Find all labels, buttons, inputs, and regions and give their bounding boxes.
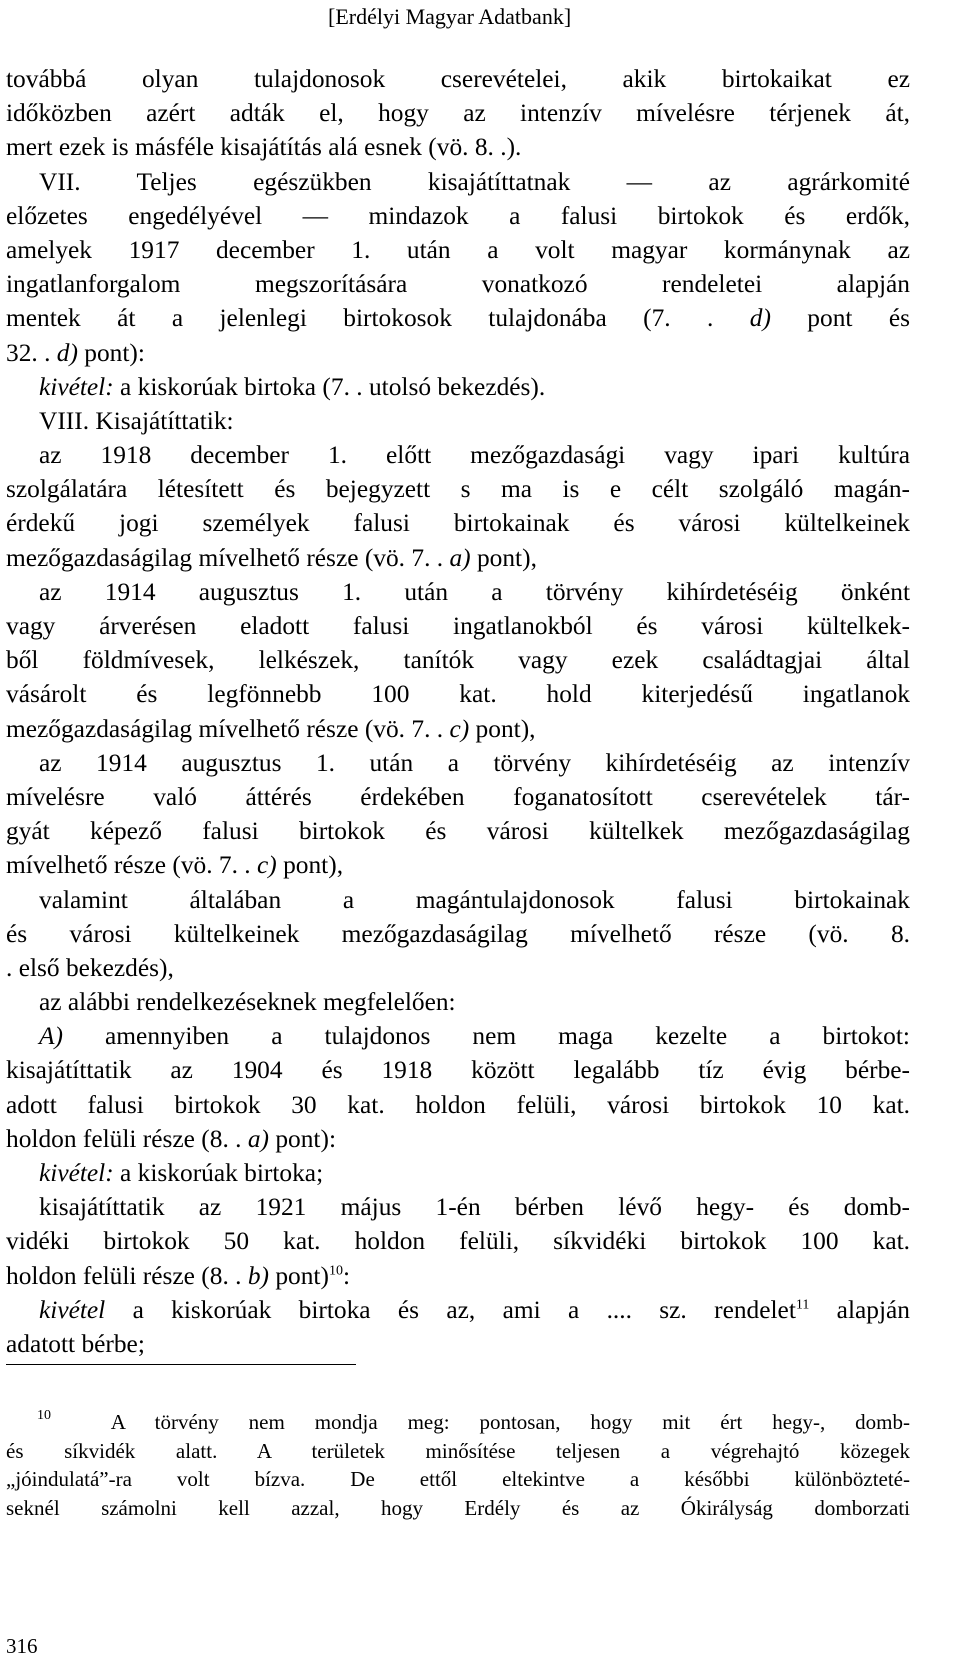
text-segment: valamint általában a magántulajdonosok falusi birtokainak: [39, 885, 910, 914]
text-line: [6, 985, 910, 1019]
text-line: [6, 1408, 910, 1437]
text-segment: mentek át a jelenlegi birtokosok tulajdonába (7. .: [6, 304, 750, 333]
footnote-marker: 10: [37, 1408, 51, 1423]
text-segment: pont):: [77, 338, 145, 367]
text-segment: :: [342, 1261, 351, 1290]
text-line: [6, 1053, 910, 1087]
text-line: [6, 233, 910, 267]
text-segment: „jóindulatá”-ra volt bízva. De ettől eltekintve a későbbi különbözteté-: [6, 1467, 910, 1491]
text-segment: pont),: [276, 851, 344, 880]
text-segment: mezőgazdaságilag mívelhető része (vö. 7. .: [6, 543, 450, 572]
text-line: [6, 1494, 910, 1523]
text-segment: pont):: [269, 1124, 336, 1153]
text-segment: ből földmívesek, lelkészek, tanítók vagy ezek családtagjai által: [6, 646, 910, 675]
text-line: [6, 96, 910, 130]
text-segment: mezőgazdaságilag mívelhető része (vö. 7. .: [6, 714, 450, 743]
text-line: [6, 62, 910, 96]
text-line: [6, 541, 910, 575]
text-segment: holdon felüli része (8. .: [6, 1261, 248, 1290]
text-line: [6, 506, 910, 540]
text-segment: adott falusi birtokok 30 kat. holdon felüli, városi birtokok 10 kat.: [6, 1090, 910, 1119]
text-segment: A törvény nem mondja meg: pontosan, hogy mit ért hegy-, domb-: [110, 1410, 910, 1434]
text-segment: seknél számolni kell azzal, hogy Erdély és az Ókirályság domborzati: [6, 1495, 910, 1520]
italic-text: kivétel:: [39, 372, 114, 401]
page-header: [Erdélyi Magyar Adatbank]: [328, 4, 572, 29]
text-line: [6, 848, 910, 882]
text-line: [6, 643, 910, 677]
text-segment: . első bekezdés),: [6, 953, 174, 982]
text-line: [6, 404, 910, 438]
text-segment: holdon felüli része (8. .: [6, 1124, 248, 1153]
italic-text: d): [56, 338, 78, 367]
text-line: [6, 1293, 910, 1327]
text-segment: pont),: [470, 543, 537, 572]
italic-text: kivétel: [39, 1295, 106, 1324]
text-line: [6, 1224, 910, 1258]
text-segment: érdekű jogi személyek falusi birtokainak és városi kültelkeinek: [6, 509, 910, 538]
italic-text: A): [39, 1022, 63, 1051]
text-line: [6, 199, 910, 233]
text-segment: amelyek 1917 december 1. után a volt magyar kormánynak az: [6, 235, 910, 264]
text-segment: a kiskorúak birtoka (7. . utolsó bekezdés).: [113, 372, 546, 401]
page-number: 316: [6, 1634, 38, 1658]
text-segment: előzetes engedélyével — mindazok a falusi birtokok és erdők,: [6, 201, 910, 230]
text-segment: VII. Teljes egészükben kisajátíttatnak — az agrárkomité: [39, 167, 910, 196]
text-line: [6, 712, 910, 746]
text-segment: pont),: [469, 714, 536, 743]
text-line: [6, 1156, 910, 1190]
italic-text: c): [257, 851, 277, 880]
text-line: [6, 917, 910, 951]
text-segment: adatott bérbe;: [6, 1329, 145, 1358]
text-line: [6, 575, 910, 609]
italic-text: kivétel:: [39, 1159, 114, 1187]
text-segment: szolgálatára létesített és bejegyzett s ma is e célt szolgáló magán-: [6, 475, 910, 504]
italic-text: d): [749, 304, 771, 333]
text-segment: pont és: [770, 304, 910, 333]
text-line: [6, 677, 910, 711]
text-line: [6, 609, 910, 643]
text-line: [6, 1019, 910, 1053]
text-segment: az 1918 december 1. előtt mezőgazdasági vagy ipari kultúra: [39, 441, 910, 470]
text-segment: vásárolt és legfönnebb 100 kat. hold kiterjedésű ingatlanok: [6, 680, 910, 709]
text-segment: kisajátíttatik az 1904 és 1918 között legalább tíz évig bérbe-: [6, 1056, 910, 1085]
italic-text: b): [247, 1261, 269, 1290]
text-segment: kisajátíttatik az 1921 május 1-én bérben lévő hegy- és domb-: [39, 1193, 910, 1222]
text-line: [6, 1190, 910, 1224]
text-line: [6, 1122, 910, 1156]
text-segment: VIII. Kisajátíttatik:: [39, 406, 234, 435]
text-segment: időközben azért adták el, hogy az intenzív mívelésre térjenek át,: [6, 99, 910, 128]
text-segment: és síkvidék alatt. A területek minősítése teljesen a végrehajtó közegek: [6, 1438, 910, 1463]
italic-text: a): [247, 1124, 269, 1153]
text-segment: a kiskorúak birtoka és az, ami a .... sz. rendelet: [105, 1295, 796, 1324]
text-line: [6, 746, 910, 780]
footnote-text: [6, 1408, 910, 1522]
text-line: [6, 267, 910, 301]
italic-text: a): [449, 543, 471, 572]
text-line: [6, 814, 910, 848]
text-line: [6, 1259, 910, 1293]
text-segment: továbbá olyan tulajdonosok cserevételei, akik birtokaikat ez: [6, 65, 910, 93]
text-segment: mívelésre való áttérés érdekében foganatosított cserevételek tár-: [6, 782, 910, 811]
footnote-reference: 10: [328, 1263, 343, 1279]
text-segment: mert ezek is másféle kisajátítás alá esnek (vö. 8. .).: [6, 133, 522, 162]
text-segment: alapján: [809, 1295, 910, 1324]
text-line: [6, 1327, 910, 1361]
text-line: [6, 1088, 910, 1122]
text-line: [6, 370, 910, 404]
text-line: [6, 130, 910, 164]
body-text: [6, 62, 910, 1361]
text-segment: vidéki birtokok 50 kat. holdon felüli, síkvidéki birtokok 100 kat.: [6, 1227, 910, 1256]
text-line: [6, 1437, 910, 1466]
text-segment: az alábbi rendelkezéseknek megfelelően:: [39, 988, 456, 1017]
footnote-separator: [6, 1364, 356, 1365]
text-line: [6, 472, 910, 506]
text-line: [6, 1465, 910, 1494]
italic-text: c): [449, 714, 470, 743]
text-line: [6, 165, 910, 199]
text-segment: az 1914 augusztus 1. után a törvény kihírdetéséig önként: [39, 577, 910, 606]
text-segment: 32. .: [6, 338, 57, 367]
text-line: [6, 438, 910, 472]
text-line: [6, 301, 910, 335]
text-segment: amennyiben a tulajdonos nem maga kezelte a birtokot:: [62, 1022, 910, 1051]
text-line: [6, 951, 910, 985]
text-segment: mívelhető része (vö. 7. .: [6, 851, 258, 880]
text-segment: és városi kültelkeinek mezőgazdaságilag mívelhető része (vö. 8.: [6, 919, 910, 948]
text-segment: az 1914 augusztus 1. után a törvény kihírdetéséig az intenzív: [39, 748, 910, 777]
footnote-reference: 11: [795, 1297, 810, 1313]
text-segment: gyát képező falusi birtokok és városi kültelkek mezőgazdaságilag: [6, 817, 910, 846]
text-segment: pont): [269, 1261, 329, 1290]
text-line: [6, 883, 910, 917]
text-segment: ingatlanforgalom megszorítására vonatkozó rendeletei alapján: [6, 270, 910, 299]
text-line: [6, 780, 910, 814]
text-segment: a kiskorúak birtoka;: [113, 1159, 324, 1187]
text-segment: vagy árverésen eladott falusi ingatlanokból és városi kültelkek-: [6, 612, 910, 640]
text-line: [6, 336, 910, 370]
